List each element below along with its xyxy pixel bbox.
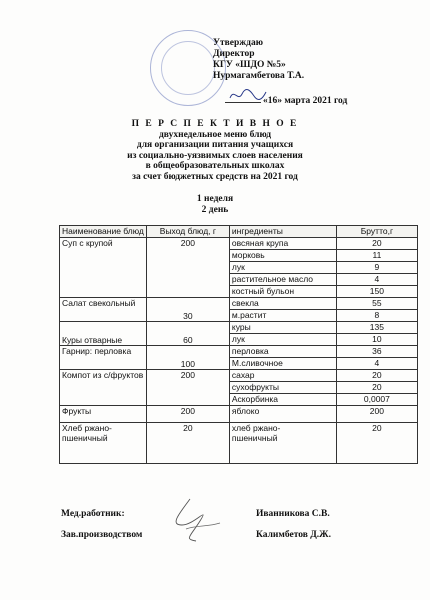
signature-line — [225, 102, 261, 103]
ingredient-cell: лук — [229, 334, 336, 346]
gross-cell: 20 — [336, 423, 417, 464]
title-line-3: для организации питания учащихся — [136, 140, 294, 150]
header-gross: Брутто,г — [336, 226, 417, 238]
ingredient-cell: лук — [229, 262, 336, 274]
title-line-4: из социально-уязвимых слоев населения — [127, 150, 303, 161]
approval-line-2: Директор — [213, 49, 255, 59]
table-row — [60, 322, 418, 334]
ingredient-cell: Аскорбинка — [229, 394, 336, 406]
bread-ingredient-line-2: пшеничный — [231, 433, 278, 443]
bread-dish-line-1: Хлеб ржано- — [62, 423, 112, 433]
ingredient-cell: М.сливочное — [229, 358, 336, 370]
title-line-5: в общеобразовательных школах — [145, 161, 285, 171]
gross-cell: 9 — [336, 262, 417, 274]
yield-cell: 60 — [146, 322, 229, 346]
week-label: 1 неделя — [196, 194, 234, 204]
approval-line-3: КГУ «ШДО №5» — [213, 60, 286, 70]
table-row — [60, 298, 418, 310]
ingredient-cell: куры — [229, 322, 336, 334]
gross-cell: 20 — [336, 238, 417, 250]
table-row — [60, 238, 418, 250]
table-row — [60, 406, 418, 423]
title-line-6: за счет бюджетных средств на 2021 год — [132, 171, 298, 182]
footer-signatures — [160, 495, 240, 545]
table-row — [60, 423, 418, 464]
gross-cell: 8 — [336, 310, 417, 322]
table-header-row — [60, 226, 418, 238]
header-yield: Выход блюд, г — [146, 226, 229, 238]
gross-cell: 135 — [336, 322, 417, 334]
dish-cell: Суп с крупой — [60, 238, 147, 298]
gross-cell: 10 — [336, 334, 417, 346]
document-title — [0, 119, 430, 215]
approval-date-text: «16» марта 2021 год — [263, 96, 348, 106]
header-dish: Наименование блюд — [60, 226, 147, 238]
title-line-2: двухнедельное меню блюд — [158, 129, 272, 140]
manager-label: Зав.производством — [61, 530, 143, 540]
title-line-1: П Е Р С П Е К Т И В Н О Е — [131, 119, 299, 129]
gross-cell: 55 — [336, 298, 417, 310]
approval-date — [225, 96, 347, 106]
bread-dish-line-2: пшеничный — [62, 433, 108, 443]
table-row — [60, 346, 418, 358]
ingredient-cell: сахар — [229, 370, 336, 382]
nurse-name: Иванникова С.В. — [256, 509, 330, 519]
ingredient-cell: яблоко — [229, 406, 336, 423]
yield-cell: 200 — [146, 370, 229, 406]
nurse-label: Мед.работник: — [61, 509, 125, 519]
dish-cell: Компот из с/фруктов — [60, 370, 147, 406]
gross-cell: 20 — [336, 370, 417, 382]
ingredient-cell: перловка — [229, 346, 336, 358]
header-ingredient: ингредиенты — [229, 226, 336, 238]
day-label: 2 день — [201, 204, 229, 215]
approval-line-1: Утверждаю — [213, 38, 263, 48]
yield-cell: 200 — [146, 406, 229, 423]
yield-cell: 100 — [146, 346, 229, 370]
gross-cell: 0,0007 — [336, 394, 417, 406]
ingredient-cell: растительное масло — [229, 274, 336, 286]
manager-name: Калимбетов Д.Ж. — [256, 530, 331, 540]
dish-cell: Фрукты — [60, 406, 147, 423]
ingredient-cell: костный бульон — [229, 286, 336, 298]
approval-block — [213, 38, 304, 82]
gross-cell: 36 — [336, 346, 417, 358]
dish-cell: Салат свекольный — [60, 298, 147, 322]
bread-ingredient-line-1: хлеб ржано- — [231, 423, 281, 433]
dish-cell — [60, 423, 147, 464]
dish-cell: Гарнир: перловка — [60, 346, 147, 370]
gross-cell: 20 — [336, 382, 417, 394]
dish-cell: Куры отварные — [60, 322, 147, 346]
gross-cell: 11 — [336, 250, 417, 262]
gross-cell: 4 — [336, 358, 417, 370]
gross-cell: 150 — [336, 286, 417, 298]
ingredient-cell: м.растит — [229, 310, 336, 322]
ingredient-cell — [229, 423, 336, 464]
ingredient-cell: сухофрукты — [229, 382, 336, 394]
ingredient-cell: морковь — [229, 250, 336, 262]
approval-line-4: Нурмагамбетова Т.А. — [213, 71, 305, 81]
gross-cell: 200 — [336, 406, 417, 423]
yield-cell: 200 — [146, 238, 229, 298]
gross-cell: 4 — [336, 274, 417, 286]
ingredient-cell: свекла — [229, 298, 336, 310]
yield-cell: 20 — [146, 423, 229, 464]
table-row — [60, 370, 418, 382]
ingredient-cell: овсяная крупа — [229, 238, 336, 250]
menu-table — [59, 225, 418, 464]
yield-cell: 30 — [146, 298, 229, 322]
